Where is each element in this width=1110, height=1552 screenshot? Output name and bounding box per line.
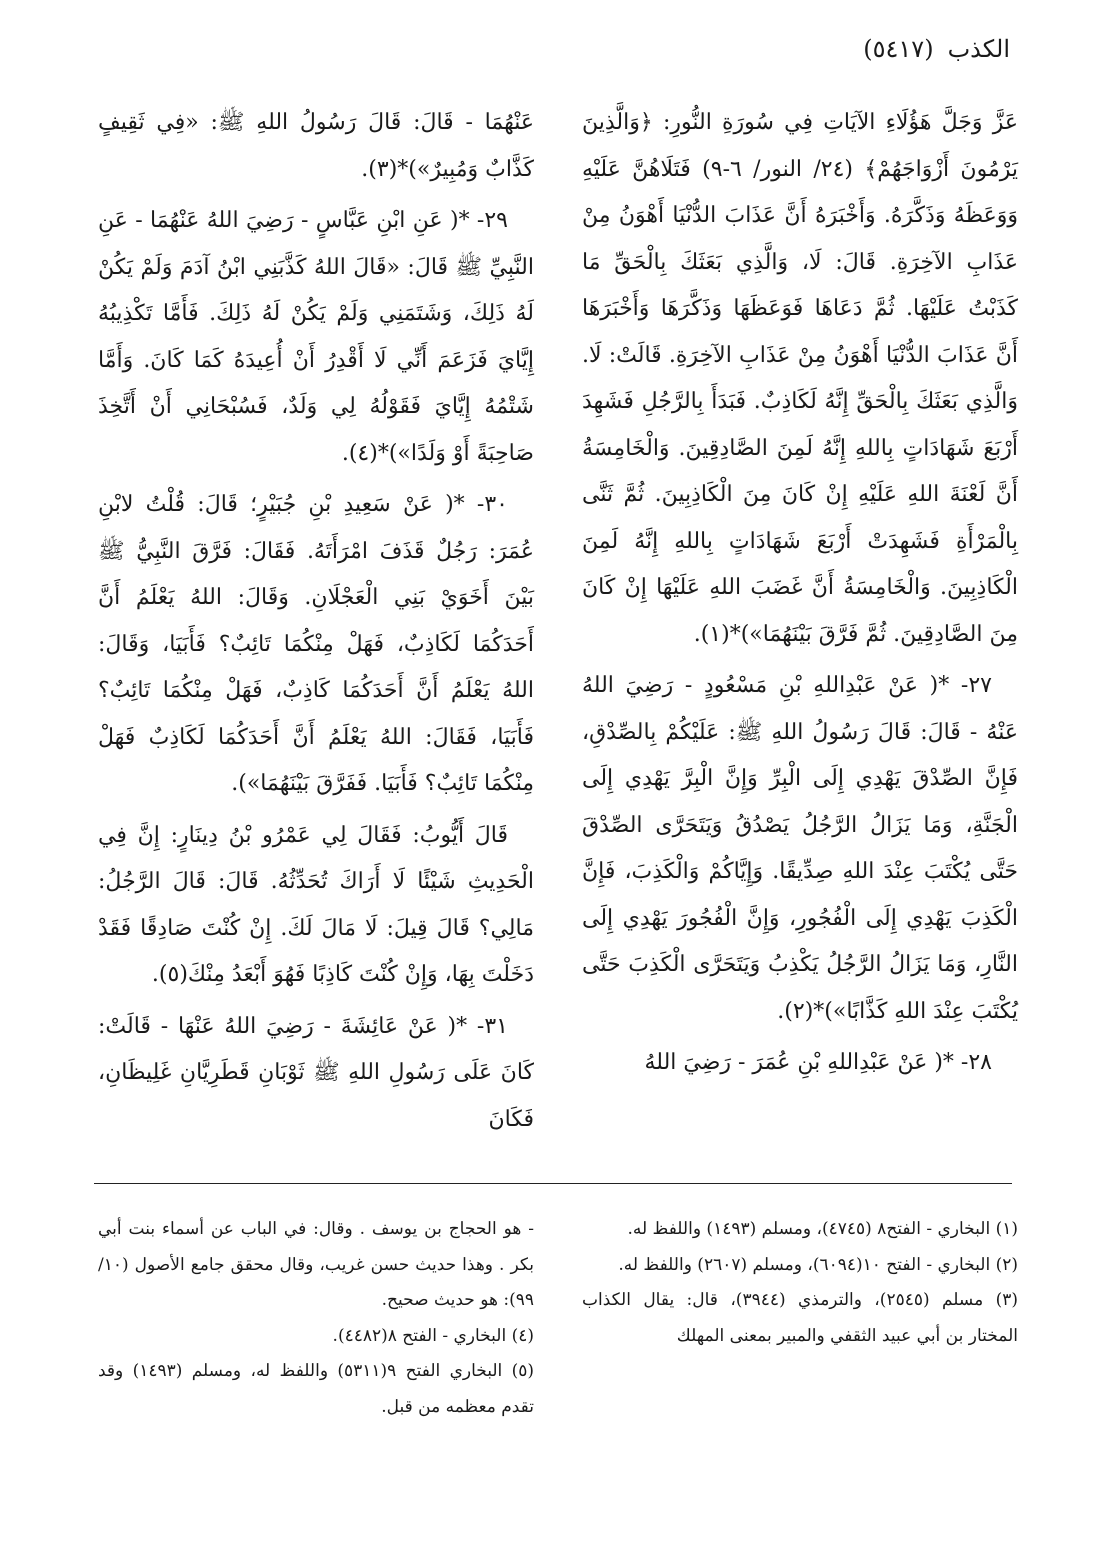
footnote-4: (٤) البخاري - الفتح ٨(٤٤٨٢). [332,1325,534,1346]
right-column [582,100,1018,1160]
hadith-30: ٣٠- *( عَنْ سَعِيدِ بْنِ جُبَيْرٍ؛ قَالَ: قُلْتُ لابْنِ عُمَرَ: رَجُلٌ قَذَفَ امْرَأَتَهُ. فَقَالَ: فَرَّقَ النَّبِيُّ ﷺ بَيْنَ أَخَوَيْ بَنِي الْعَجْلَانِ. وَقَالَ: اللهُ يَعْلَمُ أَنَّ أَحَدَكُمَا لَكَاذِبٌ، فَهَلْ مِنْكُمَا تَائِبٌ؟ فَأَبَيَا، وَقَالَ: اللهُ يَعْلَمُ أَنَّ أَحَدَكُمَا كَاذِبٌ، فَهَلْ مِنْكُمَا تَائِبٌ؟ فَأَبَيَا، فَقَالَ: اللهُ يَعْلَمُ أَنَّ أَحَدَكُمَا لَكَاذِبٌ فَهَلْ مِنْكُمَا تَائِبٌ؟ فَأَبَيَا. فَفَرَّقَ بَيْنَهُمَا»). [98,492,534,796]
running-header [110,32,1010,66]
footnote-5: (٥) البخاري الفتح ٩(٥٣١١) واللفظ له، ومسلم (١٤٩٣) وقد تقدم معظمه من قبل. [98,1361,535,1417]
footnotes-left-column [98,1212,534,1492]
footnotes [98,1212,1018,1492]
main-text [98,100,1018,1160]
footnote-divider [94,1183,1012,1184]
hadith-28: ٢٨- *( عَنْ عَبْدِاللهِ بْنِ عُمَرَ - رَضِيَ اللهُ [644,1050,992,1075]
footnote-2: (٢) البخاري - الفتح ١٠(٦٠٩٤)، ومسلم (٢٦٠٧) واللفظ له. [618,1254,1018,1275]
footnote-1: (١) البخاري - الفتح٨ (٤٧٤٥)، ومسلم (١٤٩٣) واللفظ له. [627,1219,1018,1239]
footnote-3: (٣) مسلم (٢٥٤٥)، والترمذي (٣٩٤٤)، قال: يقال الكذاب المختار بن أبي عبيد الثقفي والمبير بمعنى المهلك [582,1290,1018,1346]
footnote-3-continued: - هو الحجاج بن يوسف . وقال: في الباب عن أسماء بنت أبي بكر . وهذا حديث حسن غريب، وقال محقق جامع الأصول (١٠/ ٩٩): هو حديث صحيح. [98,1219,534,1310]
paragraph-ayyub: قَالَ أَيُّوبُ: فَقَالَ لِي عَمْرُو بْنُ دِينَارٍ: إِنَّ فِي الْحَدِيثِ شَيْئًا لَا أَرَاكَ تُحَدِّثُهُ. قَالَ: قَالَ الرَّجُلُ: مَالِي؟ قَالَ قِيلَ: لَا مَالَ لَكَ. إِنْ كُنْتَ صَادِقًا فَقَدْ دَخَلْتَ بِهَا، وَإِنْ كُنْتَ كَاذِبًا فَهُوَ أَبْعَدُ مِنْكَ(٥). [98,822,534,987]
paragraph: عَزَّ وَجَلَّ هَؤُلَاءِ الآيَاتِ فِي سُورَةِ النُّورِ: ﴿وَالَّذِينَ يَرْمُونَ أَزْوَاجَهُمْ﴾ (٢٤/ النور/ ٦-٩) فَتَلَاهُنَّ عَلَيْهِ وَوَعَظَهُ وَذَكَّرَهُ. وَأَخْبَرَهُ أَنَّ عَذَابَ الدُّنْيَا أَهْوَنُ مِنْ عَذَابِ الآخِرَةِ. قَالَ: لَا، وَالَّذِي بَعَثَكَ بِالْحَقِّ مَا كَذَبْتُ عَلَيْهَا. ثُمَّ دَعَاهَا فَوَعَظَهَا وَذَكَّرَهَا وَأَخْبَرَهَا أَنَّ عَذَابَ الدُّنْيَا أَهْوَنُ مِنْ عَذَابِ الآخِرَةِ. قَالَتْ: لَا. وَالَّذِي بَعَثَكَ بِالْحَقِّ إِنَّهُ لَكَاذِبٌ. فَبَدَأَ بِالرَّجُلِ فَشَهِدَ أَرْبَعَ شَهَادَاتٍ بِاللهِ إِنَّهُ لَمِنَ الصَّادِقِينَ. وَالْخَامِسَةُ أَنَّ لَعْنَةَ اللهِ عَلَيْهِ إِنْ كَانَ مِنَ الْكَاذِبِينَ. ثُمَّ ثَنَّى بِالْمَرْأَةِ فَشَهِدَتْ أَرْبَعَ شَهَادَاتٍ بِاللهِ إِنَّهُ لَمِنَ الْكَاذِبِينَ. وَالْخَامِسَةُ أَنَّ غَضَبَ اللهِ عَلَيْهَا إِنْ كَانَ مِنَ الصَّادِقِينَ. ثُمَّ فَرَّقَ بَيْنَهُمَا»)*(١). [582,110,1018,647]
footnotes-right-column [582,1212,1018,1492]
header-title: الكذب [947,35,1010,63]
left-column [98,100,534,1160]
paragraph: عَنْهُمَا - قَالَ: قَالَ رَسُولُ اللهِ ﷺ: «فِي ثَقِيفٍ كَذَّابٌ وَمُبِيرٌ»)*(٣). [98,110,534,182]
header-page-ref: (٥٤١٧) [863,35,934,63]
hadith-29: ٢٩- *( عَنِ ابْنِ عَبَّاسٍ - رَضِيَ اللهُ عَنْهُمَا - عَنِ النَّبِيِّ ﷺ قَالَ: «قَالَ اللهُ كَذَّبَنِي ابْنُ آدَمَ وَلَمْ يَكُنْ لَهُ ذَلِكَ، وَشَتَمَنِي وَلَمْ يَكُنْ لَهُ ذَلِكَ. فَأَمَّا تَكْذِيبُهُ إِيَّايَ فَزَعَمَ أَنِّي لَا أَقْدِرُ أَنْ أُعِيدَهُ كَمَا كَانَ. وَأَمَّا شَتْمُهُ إِيَّايَ فَقَوْلُهُ لِي وَلَدٌ، فَسُبْحَانِي أَنْ أَتَّخِذَ صَاحِبَةً أَوْ وَلَدًا»)*(٤). [98,208,534,466]
hadith-31: ٣١- *( عَنْ عَائِشَةَ - رَضِيَ اللهُ عَنْهَا - قَالَتْ: كَانَ عَلَى رَسُولِ اللهِ ﷺ ثَوْبَانِ قَطَرِيَّانِ غَلِيظَانِ، فَكَانَ [98,1013,534,1132]
hadith-27: ٢٧- *( عَنْ عَبْدِاللهِ بْنِ مَسْعُودٍ - رَضِيَ اللهُ عَنْهُ - قَالَ: قَالَ رَسُولُ اللهِ ﷺ: عَلَيْكُمْ بِالصِّدْقِ، فَإِنَّ الصِّدْقَ يَهْدِي إِلَى الْبِرِّ وَإِنَّ الْبِرَّ يَهْدِي إِلَى الْجَنَّةِ، وَمَا يَزَالُ الرَّجُلُ يَصْدُقُ وَيَتَحَرَّى الصِّدْقَ حَتَّى يُكْتَبَ عِنْدَ اللهِ صِدِّيقًا. وَإِيَّاكُمْ وَالْكَذِبَ، فَإِنَّ الْكَذِبَ يَهْدِي إِلَى الْفُجُورِ، وَإِنَّ الْفُجُورَ يَهْدِي إِلَى النَّارِ، وَمَا يَزَالُ الرَّجُلُ يَكْذِبُ وَيَتَحَرَّى الْكَذِبَ حَتَّى يُكْتَبَ عِنْدَ اللهِ كَذَّابًا»)*(٢). [582,673,1018,1024]
